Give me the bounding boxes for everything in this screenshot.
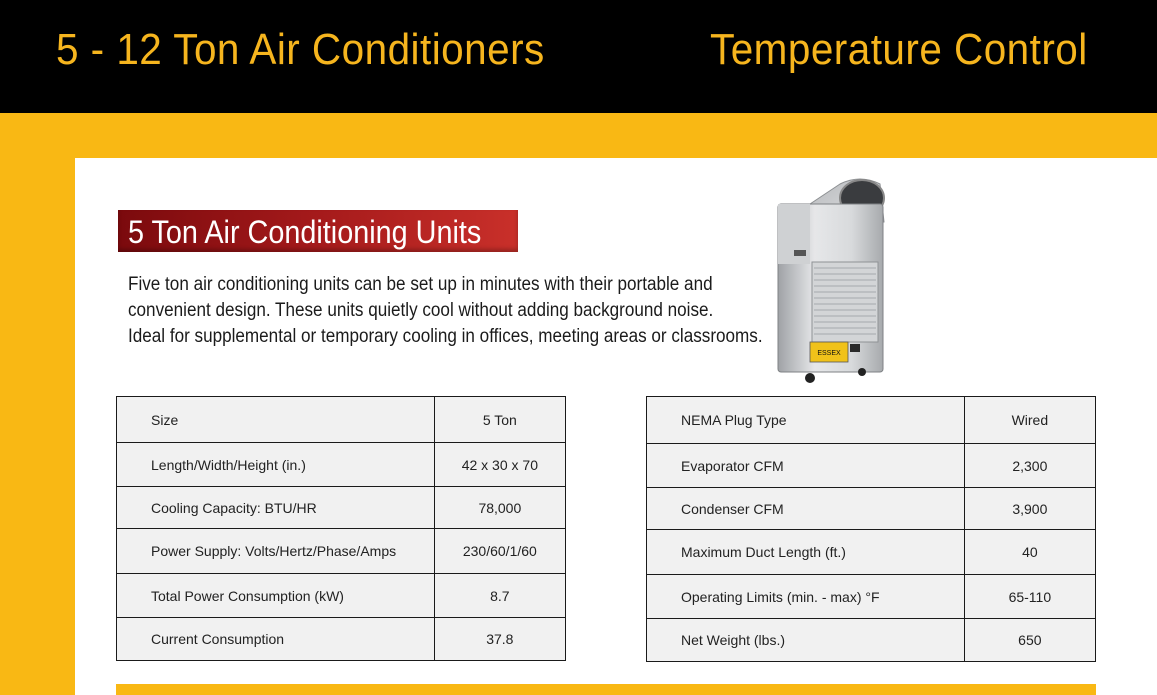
spec-value: 3,900: [964, 488, 1095, 530]
table-row: [117, 397, 566, 443]
intro-line: convenient design. These units quietly cool without adding background noise.: [128, 300, 714, 321]
spec-label: Length/Width/Height (in.): [117, 443, 435, 487]
spec-label: Size: [117, 397, 435, 443]
spec-label: Operating Limits (min. - max) °F: [647, 575, 965, 619]
spec-label: Current Consumption: [117, 618, 435, 661]
spec-value: 65-110: [964, 575, 1095, 619]
table-row: [117, 618, 566, 661]
spec-label: Power Supply: Volts/Hertz/Phase/Amps: [117, 529, 435, 574]
spec-value: Wired: [964, 397, 1095, 444]
intro-line: Ideal for supplemental or temporary cooling in offices, meeting areas or classrooms.: [128, 326, 763, 347]
header-bar: [0, 0, 1157, 113]
spec-label: NEMA Plug Type: [647, 397, 965, 444]
intro-paragraph: [128, 272, 763, 350]
spec-label: Evaporator CFM: [647, 444, 965, 488]
spec-label: Condenser CFM: [647, 488, 965, 530]
spec-label: Net Weight (lbs.): [647, 619, 965, 662]
spec-value: 230/60/1/60: [434, 529, 565, 574]
spec-value: 5 Ton: [434, 397, 565, 443]
spec-label: Cooling Capacity: BTU/HR: [117, 487, 435, 529]
spec-value: 78,000: [434, 487, 565, 529]
table-row: [647, 619, 1096, 662]
intro-line: Five ton air conditioning units can be set up in minutes with their portable and: [128, 274, 713, 295]
spec-value: 650: [964, 619, 1095, 662]
spec-label: Maximum Duct Length (ft.): [647, 530, 965, 575]
spec-table-left: [116, 396, 566, 661]
spec-value: 2,300: [964, 444, 1095, 488]
section-heading: 5 Ton Air Conditioning Units: [128, 214, 482, 250]
table-row: [117, 574, 566, 618]
spec-value: 37.8: [434, 618, 565, 661]
spec-value: 42 x 30 x 70: [434, 443, 565, 487]
spec-label: Total Power Consumption (kW): [117, 574, 435, 618]
table-row: [647, 397, 1096, 444]
table-row: [647, 488, 1096, 530]
table-row: [647, 444, 1096, 488]
page-title: 5 - 12 Ton Air Conditioners: [56, 25, 545, 74]
table-row: [117, 529, 566, 574]
spec-value: 8.7: [434, 574, 565, 618]
spec-table-right: [646, 396, 1096, 662]
table-row: [647, 530, 1096, 575]
table-row: [117, 487, 566, 529]
air-conditioner-unit-image: [770, 170, 900, 392]
svg-text:ESSEX: ESSEX: [817, 350, 841, 357]
bottom-accent-bar: [116, 684, 1096, 695]
table-row: [647, 575, 1096, 619]
category-title: Temperature Control: [710, 25, 1088, 74]
spec-value: 40: [964, 530, 1095, 575]
section-heading-banner: [118, 210, 518, 252]
table-row: [117, 443, 566, 487]
